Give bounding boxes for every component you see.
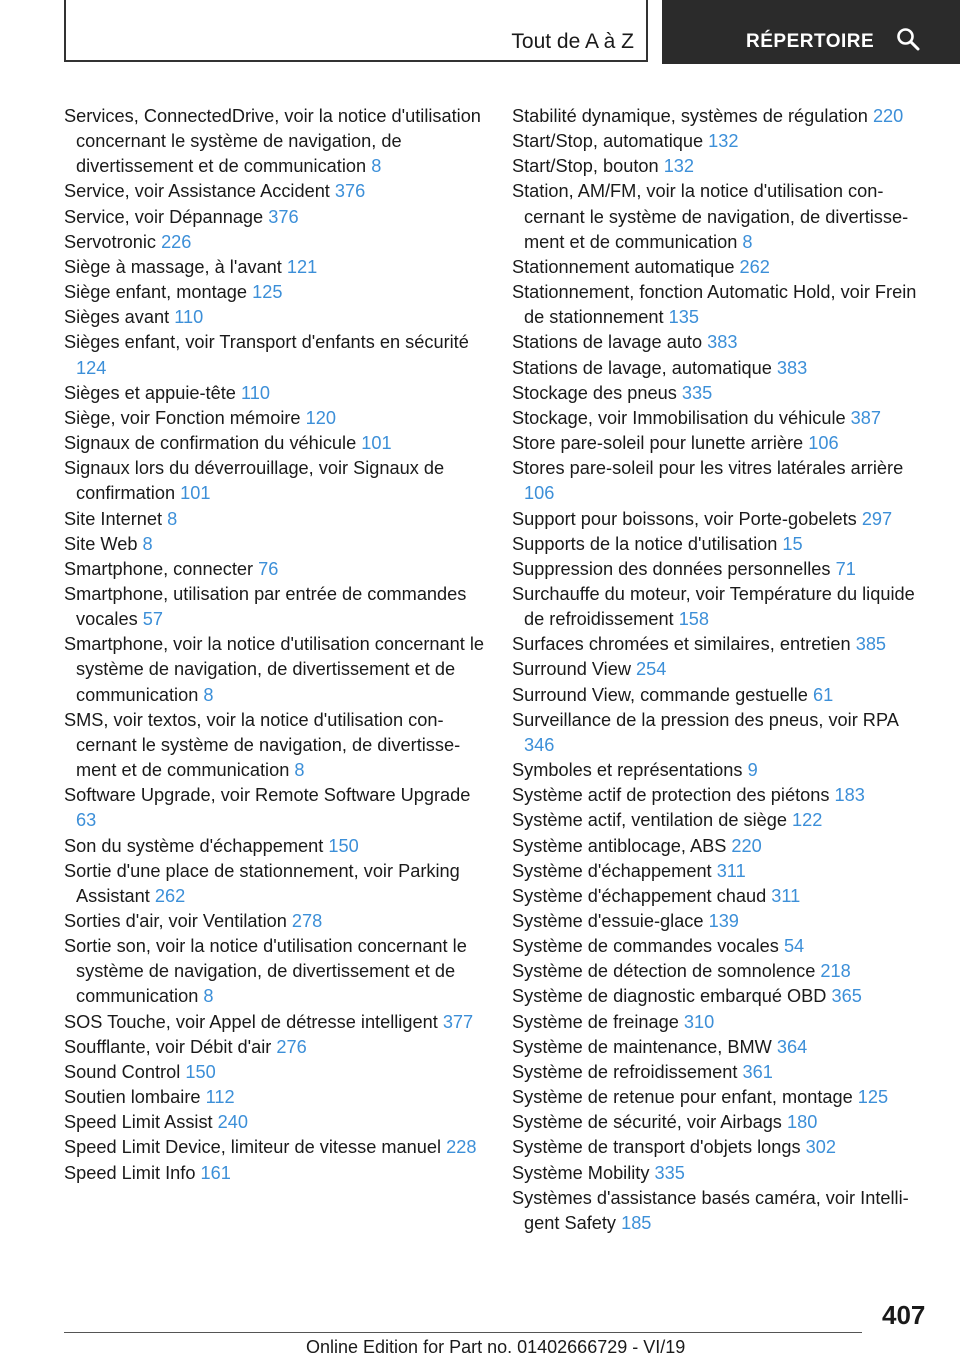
index-entry [64, 179, 494, 204]
index-entry [64, 381, 494, 406]
index-entry [64, 230, 494, 255]
index-entry [512, 104, 932, 129]
index-entry [64, 1010, 494, 1035]
page-number: 407 [882, 1300, 926, 1330]
index-entry-text: Sièges enfant, voir Transport d'enfants en sécurité [64, 332, 469, 353]
index-entry [512, 632, 932, 657]
index-entry [512, 129, 932, 154]
index-entry [512, 683, 932, 708]
index-column-left [64, 104, 494, 1186]
index-entry [512, 758, 932, 783]
index-entry-text: Sortie d'une place de stationnement, voir Parking Assistant [64, 860, 460, 906]
index-page-link[interactable]: 254 [636, 659, 667, 680]
index-page-link[interactable]: 310 [683, 1011, 715, 1032]
index-entry [64, 406, 494, 431]
index-entry-text: Sorties d'air, voir Ventilation [64, 911, 287, 931]
index-entry [512, 356, 932, 381]
index-entry-text: Store pare-soleil pour lunette arrière [512, 433, 804, 454]
index-entry [512, 1035, 932, 1060]
index-page-link[interactable]: 125 [857, 1087, 889, 1108]
index-entry [512, 808, 932, 833]
index-entry-text: Soutien lombaire [64, 1087, 201, 1108]
index-entry [64, 859, 494, 909]
index-entry-text: Sièges et appuie-tête [64, 382, 236, 403]
index-entry [64, 431, 494, 456]
index-entry [512, 1085, 932, 1110]
index-entry [64, 909, 494, 934]
index-page-link[interactable]: 383 [707, 332, 738, 353]
index-page-link[interactable]: 311 [771, 885, 801, 906]
index-entry [512, 1110, 932, 1135]
index-entry-text: Stockage, voir Immobilisation du véhicule [512, 407, 846, 428]
index-entry-text: Speed Limit Assist [64, 1112, 213, 1133]
index-page-link[interactable]: 361 [742, 1061, 773, 1082]
index-page-link[interactable]: 124 [76, 357, 107, 378]
index-page-link[interactable]: 122 [792, 810, 823, 831]
index-page-link[interactable]: 132 [708, 131, 739, 152]
index-entry [512, 456, 932, 506]
index-entry-text: Symboles et représentations [512, 760, 743, 781]
index-page-link[interactable]: 8 [203, 684, 214, 705]
index-entry [512, 557, 932, 582]
index-entry [64, 783, 494, 833]
index-page-link[interactable]: 385 [855, 634, 887, 655]
index-page-link[interactable]: 120 [305, 407, 336, 428]
index-entry-text: Système d'essuie-glace [512, 911, 704, 931]
index-entry [64, 305, 494, 330]
index-entry-text: SMS, voir textos, voir la notice d'utilisation concernant le système de navigation, de divertissement et de communication [64, 709, 461, 781]
index-page-link[interactable]: 8 [294, 760, 305, 781]
index-page-link[interactable]: 76 [258, 558, 279, 579]
index-page-link[interactable]: 161 [200, 1162, 231, 1183]
index-entry-text: Surchauffe du moteur, voir Température du liquide de refroidissement [512, 583, 915, 630]
index-entry-text: Système de diagnostic embarqué OBD [512, 986, 827, 1007]
index-entry-text: Systèmes d'assistance basés caméra, voir Intelligent Safety [512, 1187, 909, 1233]
index-entry [64, 1135, 494, 1160]
index-page-link[interactable]: 71 [835, 558, 856, 579]
index-entry-text: Sièges avant [64, 307, 170, 328]
index-page-link[interactable]: 278 [291, 911, 323, 931]
index-entry-text: Système d'échappement [512, 860, 712, 881]
index-entry-text: Smartphone, voir la notice d'utilisation concernant le système de navigation, de divertissement et de communication [64, 634, 484, 705]
index-page-link[interactable]: 150 [185, 1061, 216, 1082]
index-page-link[interactable]: 158 [678, 609, 710, 630]
index-entry-text: Système d'échappement chaud [512, 885, 767, 906]
index-entry [512, 507, 932, 532]
index-entry [512, 1161, 932, 1186]
index-entry [64, 1035, 494, 1060]
index-page-link[interactable]: 220 [731, 835, 762, 856]
index-entry-text: SOS Touche, voir Appel de détresse intelligent [64, 1011, 438, 1032]
index-entry [64, 582, 494, 632]
index-page-link[interactable]: 106 [524, 483, 555, 504]
index-entry-text: Stabilité dynamique, systèmes de régulation [512, 106, 868, 126]
index-entry [512, 959, 932, 984]
index-page-link[interactable]: 376 [334, 181, 366, 202]
index-page-link[interactable]: 150 [328, 835, 359, 856]
index-entry-text: Supports de la notice d'utilisation [512, 533, 778, 554]
index-entry-text: Stations de lavage auto [512, 332, 703, 353]
index-page-link[interactable]: 139 [708, 911, 739, 931]
index-entry-text: Système Mobility [512, 1162, 650, 1183]
index-page-link[interactable]: 110 [174, 307, 204, 328]
index-entry [64, 532, 494, 557]
index-entry [64, 205, 494, 230]
index-entry-text: Station, AM/FM, voir la notice d'utilisation concernant le système de navigation, de divertissement et de communication [512, 181, 909, 252]
index-entry-text: Système de transport d'objets longs [512, 1137, 801, 1158]
index-page-link[interactable]: 346 [524, 734, 555, 755]
index-entry [64, 1161, 494, 1186]
index-column-right [512, 104, 932, 1236]
index-page-link[interactable]: 228 [446, 1137, 477, 1158]
index-page-link[interactable]: 365 [831, 986, 862, 1007]
index-entry [512, 708, 932, 758]
index-entry [64, 557, 494, 582]
index-page-link[interactable]: 302 [805, 1137, 836, 1158]
index-entry-text: Stationnement, fonction Automatic Hold, voir Frein de stationnement [512, 282, 917, 328]
index-entry [64, 1110, 494, 1135]
index-entry [64, 1060, 494, 1085]
index-entry [512, 1010, 932, 1035]
index-page-link[interactable]: 377 [442, 1011, 474, 1032]
index-entry-text: Système de retenue pour enfant, montage [512, 1087, 853, 1108]
index-entry-text: Smartphone, connecter [64, 558, 254, 579]
index-page-link[interactable]: 8 [167, 508, 178, 529]
index-entry-text: Siège, voir Fonction mémoire [64, 407, 301, 428]
index-entry-text: Signaux de confirmation du véhicule [64, 433, 357, 454]
index-entry-text: Système antiblocage, ABS [512, 835, 727, 856]
index-entry [64, 632, 494, 707]
index-entry-text: Surveillance de la pression des pneus, voir RPA [512, 709, 898, 730]
index-entry-text: Système de freinage [512, 1011, 679, 1032]
index-entry-text: Site Web [64, 533, 138, 554]
index-entry [512, 154, 932, 179]
index-entry-text: Système de détection de somnolence [512, 961, 816, 982]
index-page-link[interactable]: 226 [161, 231, 192, 252]
index-entry-text: Signaux lors du déverrouillage, voir Signaux de confirmation [64, 458, 445, 504]
index-entry-text: Service, voir Dépannage [64, 206, 264, 227]
index-entry [512, 657, 932, 682]
index-entry-text: Smartphone, utilisation par entrée de commandes vocales [64, 583, 467, 630]
index-entry-text: Stationnement automatique [512, 256, 735, 277]
index-entry-text: Services, ConnectedDrive, voir la notice d'utilisation concernant le système de navigation, de divertissement et de communication [64, 106, 481, 177]
index-entry-text: Système de commandes vocales [512, 936, 779, 957]
index-entry-text: Siège à massage, à l'avant [64, 256, 282, 277]
index-page-link[interactable]: 8 [371, 156, 382, 177]
index-entry [512, 934, 932, 959]
index-page-link[interactable]: 218 [820, 961, 851, 982]
repertoire-header[interactable] [662, 0, 960, 64]
index-entry-text: Sound Control [64, 1061, 181, 1082]
index-entry-text: Système de sécurité, voir Airbags [512, 1112, 782, 1133]
index-entry [512, 909, 932, 934]
index-page-link[interactable]: 57 [142, 609, 163, 630]
index-page-link[interactable]: 125 [252, 282, 283, 303]
index-entry-text: Système de maintenance, BMW [512, 1036, 772, 1057]
index-page-link[interactable]: 311 [716, 860, 746, 881]
footer-edition: Online Edition for Part no. 01402666729 - VI/19 [306, 1337, 686, 1357]
index-page-link[interactable]: 63 [76, 810, 97, 831]
index-entry [64, 280, 494, 305]
index-page-link[interactable]: 335 [654, 1162, 685, 1183]
index-entry-text: Speed Limit Device, limiteur de vitesse manuel [64, 1137, 442, 1158]
index-entry-text: Système actif, ventilation de siège [512, 810, 787, 831]
index-entry [512, 431, 932, 456]
index-entry [512, 984, 932, 1009]
index-page-link[interactable]: 297 [861, 508, 893, 529]
index-entry-text: Stockage des pneus [512, 382, 677, 403]
index-page-link[interactable]: 180 [786, 1112, 818, 1133]
index-entry-text: Software Upgrade, voir Remote Software Upgrade [64, 785, 471, 806]
tab-tout-de-a-a-z[interactable]: Tout de A à Z [511, 30, 634, 53]
index-entry [64, 708, 494, 783]
index-entry-text: Surfaces chromées et similaires, entretien [512, 634, 851, 655]
index-page-link[interactable]: 101 [361, 433, 392, 454]
index-entry-text: Surround View, commande gestuelle [512, 684, 808, 705]
index-entry [512, 783, 932, 808]
index-page-link[interactable]: 132 [663, 156, 695, 177]
index-entry [64, 507, 494, 532]
search-icon[interactable] [896, 27, 920, 51]
index-page-link[interactable]: 220 [872, 106, 904, 126]
repertoire-label: RÉPERTOIRE [746, 31, 875, 52]
index-entry-text: Stores pare-soleil pour les vitres latérales arrière [512, 458, 904, 479]
index-entry-text: Service, voir Assistance Accident [64, 181, 330, 202]
index-entry [64, 456, 494, 506]
index-entry [512, 1186, 932, 1236]
index-entry [64, 330, 494, 380]
index-page-link[interactable]: 8 [142, 533, 153, 554]
index-entry-text: Surround View [512, 659, 631, 680]
index-entry [512, 582, 932, 632]
index-page-link[interactable]: 101 [180, 483, 211, 504]
index-page-link[interactable]: 376 [268, 206, 299, 227]
index-entry [512, 179, 932, 254]
index-entry-text: Start/Stop, automatique [512, 131, 704, 152]
index-entry-text: Siège enfant, montage [64, 282, 248, 303]
index-entry-text: Système de refroidissement [512, 1061, 738, 1082]
index-entry [512, 330, 932, 355]
index-entry-text: Stations de lavage, automatique [512, 357, 772, 378]
index-entry [512, 859, 932, 884]
index-page-link[interactable]: 262 [739, 256, 770, 277]
index-entry-text: Sortie son, voir la notice d'utilisation concernant le système de navigation, de divertissement et de communication [64, 936, 467, 1007]
index-entry [512, 1135, 932, 1160]
index-entry [512, 381, 932, 406]
index-entry [64, 1085, 494, 1110]
index-page-link[interactable]: 121 [286, 256, 318, 277]
index-page-link[interactable]: 262 [154, 885, 186, 906]
index-page-link[interactable]: 54 [783, 936, 805, 957]
index-entry-text: Soufflante, voir Débit d'air [64, 1036, 272, 1057]
index-entry-text: Servotronic [64, 231, 156, 252]
index-entry-text: Support pour boissons, voir Porte-gobelets [512, 508, 857, 529]
index-entry-text: Suppression des données personnelles [512, 558, 831, 579]
index-entry [512, 406, 932, 431]
index-page-link[interactable]: 9 [747, 760, 758, 781]
header-tab-frame [64, 0, 648, 62]
index-entry [512, 834, 932, 859]
index-page-link[interactable]: 364 [776, 1036, 808, 1057]
index-page-link[interactable]: 387 [850, 407, 882, 428]
index-page-link[interactable]: 335 [681, 382, 713, 403]
index-entry [512, 280, 932, 330]
footer-divider [64, 1332, 862, 1333]
index-page-link[interactable]: 135 [668, 307, 699, 328]
index-entry [64, 255, 494, 280]
index-entry [64, 934, 494, 1009]
index-entry [512, 532, 932, 557]
index-entry [64, 104, 494, 179]
index-page-link[interactable]: 276 [276, 1036, 307, 1057]
index-page-link[interactable]: 8 [203, 986, 214, 1007]
index-page-link[interactable]: 112 [205, 1087, 235, 1108]
index-entry-text: Site Internet [64, 508, 163, 529]
index-entry [512, 1060, 932, 1085]
index-entry-text: Système actif de protection des piétons [512, 785, 830, 806]
index-entry [512, 255, 932, 280]
index-entry [512, 884, 932, 909]
index-page-link[interactable]: 61 [812, 684, 834, 705]
index-page-link[interactable]: 15 [782, 533, 803, 554]
index-entry-text: Speed Limit Info [64, 1162, 196, 1183]
index-page-link[interactable]: 183 [834, 785, 865, 806]
index-page-link[interactable]: 110 [240, 382, 270, 403]
index-page-link[interactable]: 383 [776, 357, 808, 378]
index-page-link[interactable]: 8 [742, 231, 753, 252]
index-entry-text: Start/Stop, bouton [512, 156, 659, 177]
index-entry-text: Son du système d'échappement [64, 835, 324, 856]
index-page-link[interactable]: 240 [217, 1112, 249, 1133]
index-entry [64, 834, 494, 859]
index-page-link[interactable]: 106 [808, 433, 839, 454]
index-page-link[interactable]: 185 [621, 1212, 652, 1233]
